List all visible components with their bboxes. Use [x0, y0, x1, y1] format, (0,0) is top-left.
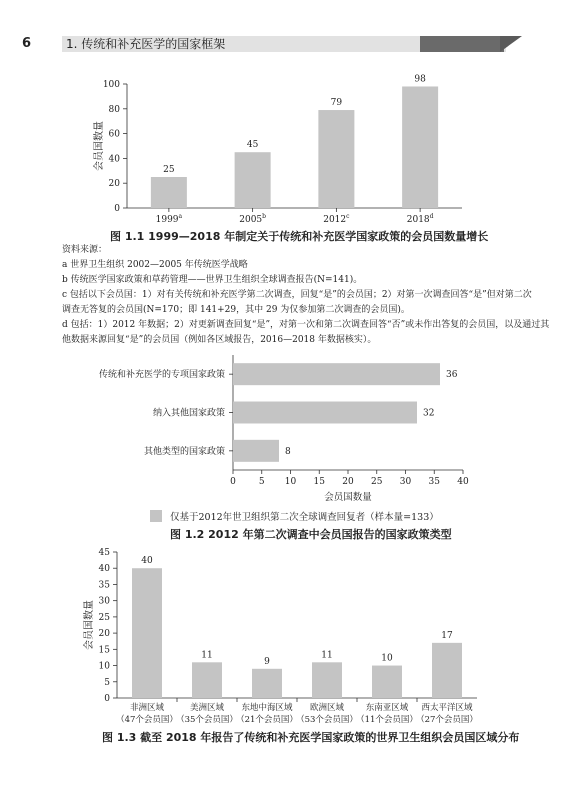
fig2-bar [233, 363, 440, 385]
fig1-data-label: 25 [163, 165, 175, 175]
figure-1-caption: 图 1.1 1999—2018 年制定关于传统和补充医学国家政策的会员国数量增长 [110, 230, 489, 243]
note-line: a 世界卫生组织 2002—2005 年传统医学战略 [62, 260, 248, 270]
fig3-bar [252, 669, 282, 698]
fig3-data-label: 11 [321, 650, 333, 661]
fig3-y-tick-label: 10 [98, 661, 110, 672]
fig1-y-axis-label: 会员国数量 [94, 121, 105, 171]
figure-3-caption: 图 1.3 截至 2018 年报告了传统和补充医学国家政策的世界卫生组织会员国区域分布 [102, 731, 520, 744]
fig3-bar [372, 666, 402, 698]
fig3-category-sublabel: （53个会员国） [296, 715, 358, 725]
figure-2-caption: 图 1.2 2012 年第二次调查中会员国报告的国家政策类型 [170, 528, 452, 541]
fig1-x-tick-label: 2005$^b$ [239, 213, 266, 225]
note-line: b 传统医学国家政策和草药管理——世界卫生组织全球调查报告(N=141)。 [62, 275, 363, 285]
fig3-category-label: 欧洲区域 [309, 703, 345, 713]
fig3-y-tick-label: 35 [98, 580, 110, 591]
fig2-x-tick-label: 25 [371, 477, 383, 487]
note-line: 调查无答复的会员国(N=170；即 141+29，其中 29 为仅参加第二次调查的会员国)。 [62, 305, 410, 315]
fig1-data-label: 45 [246, 140, 259, 151]
fig3-category-label: 东南亚区域 [365, 703, 409, 713]
fig3-bar [192, 662, 222, 698]
fig3-y-tick-label: 15 [98, 645, 110, 656]
fig2-x-tick-label: 35 [428, 477, 440, 487]
fig3-bar [312, 662, 342, 698]
fig1-y-tick-label: 0 [114, 204, 120, 214]
fig3-bar [132, 568, 162, 698]
fig3-data-label: 10 [381, 653, 393, 664]
legend-label: 仅基于2012年世卫组织第二次全球调查回复者（样本量=133） [170, 512, 439, 523]
notes-title: 资料来源： [62, 245, 108, 255]
note-line: d 包括：1）2012 年数据；2）对更新调查回复“是”，对第一次和第二次调查回答“否”或未作出答复的会员国，以及通过其 [62, 320, 550, 330]
fig3-y-tick-label: 5 [104, 677, 110, 688]
fig1-bar [235, 152, 271, 208]
fig2-x-tick-label: 15 [313, 477, 325, 487]
page-number: 6 [22, 36, 32, 51]
fig1-bar [402, 86, 438, 208]
figure-1-notes [62, 243, 550, 348]
legend-swatch [150, 510, 162, 522]
fig3-data-label: 17 [441, 630, 453, 641]
fig3-category-label: 美洲区域 [189, 703, 225, 713]
fig3-data-label: 11 [201, 650, 213, 661]
fig1-x-tick-label: 2018$^d$ [406, 213, 434, 225]
chapter-header: 1. 传统和补充医学的国家框架 [62, 36, 506, 52]
fig1-y-tick-label: 40 [108, 154, 120, 165]
fig2-data-label: 36 [446, 370, 458, 381]
fig3-category-sublabel: （11个会员国） [356, 715, 418, 725]
fig3-y-tick-label: 20 [98, 629, 110, 640]
fig2-x-axis-label: 会员国数量 [324, 492, 372, 503]
fig3-category-sublabel: （27个会员国） [416, 715, 478, 725]
fig2-category-label: 纳入其他国家政策 [152, 408, 225, 419]
fig2-data-label: 32 [423, 408, 435, 419]
fig2-x-tick-label: 40 [457, 477, 469, 487]
fig2-bar [233, 440, 279, 462]
fig3-y-tick-label: 45 [98, 548, 110, 558]
fig3-category-label: 非洲区域 [129, 703, 165, 713]
fig2-x-tick-label: 10 [284, 477, 297, 487]
fig1-data-label: 79 [330, 98, 343, 109]
fig2-x-tick-label: 0 [230, 477, 236, 487]
fig2-x-tick-label: 5 [258, 477, 265, 487]
note-line: c 包括以下会员国：1）对有关传统和补充医学第二次调查，回复“是”的会员国；2）对第一次调查回答“是”但对第二次 [62, 290, 532, 300]
fig2-category-label: 传统和补充医学的专项国家政策 [98, 370, 225, 381]
fig3-y-tick-label: 0 [104, 694, 110, 704]
fig1-data-label: 98 [414, 74, 426, 85]
note-line: 他数据来源回复“是”的会员国（例如各区域报告，2016—2018 年数据核实）。 [62, 335, 377, 345]
fig2-category-label: 其他类型的国家政策 [143, 446, 225, 457]
fig3-data-label: 9 [264, 656, 270, 667]
fig3-y-tick-label: 40 [98, 564, 110, 575]
fig3-category-label: 西太平洋区域 [421, 703, 473, 713]
fig1-y-tick-label: 100 [102, 80, 120, 90]
fig1-x-tick-label: 1999$^a$ [155, 213, 183, 225]
fig2-x-tick-label: 20 [342, 477, 354, 487]
fig1-y-tick-label: 20 [108, 179, 120, 190]
fig2-data-label: 8 [285, 446, 291, 457]
figure-2-legend [150, 509, 439, 523]
fig3-category-sublabel: （47个会员国） [116, 715, 178, 725]
fig1-bar [151, 177, 187, 208]
fig2-bar [233, 402, 417, 424]
fig1-y-tick-label: 80 [108, 104, 120, 115]
fig3-y-tick-label: 25 [98, 612, 110, 623]
fig2-x-tick-label: 30 [399, 477, 412, 487]
fig3-y-axis-label: 会员国数量 [84, 600, 95, 650]
fig3-category-sublabel: （35个会员国） [176, 715, 238, 725]
fig1-y-tick-label: 60 [108, 129, 120, 140]
fig3-y-tick-label: 30 [98, 596, 110, 607]
fig3-category-sublabel: （21个会员国） [236, 715, 298, 725]
fig3-data-label: 40 [141, 556, 153, 567]
fig1-bar [318, 110, 354, 208]
fig3-bar [432, 643, 462, 698]
fig1-x-tick-label: 2012$^c$ [323, 213, 350, 225]
fig3-category-label: 东地中海区域 [241, 703, 293, 713]
